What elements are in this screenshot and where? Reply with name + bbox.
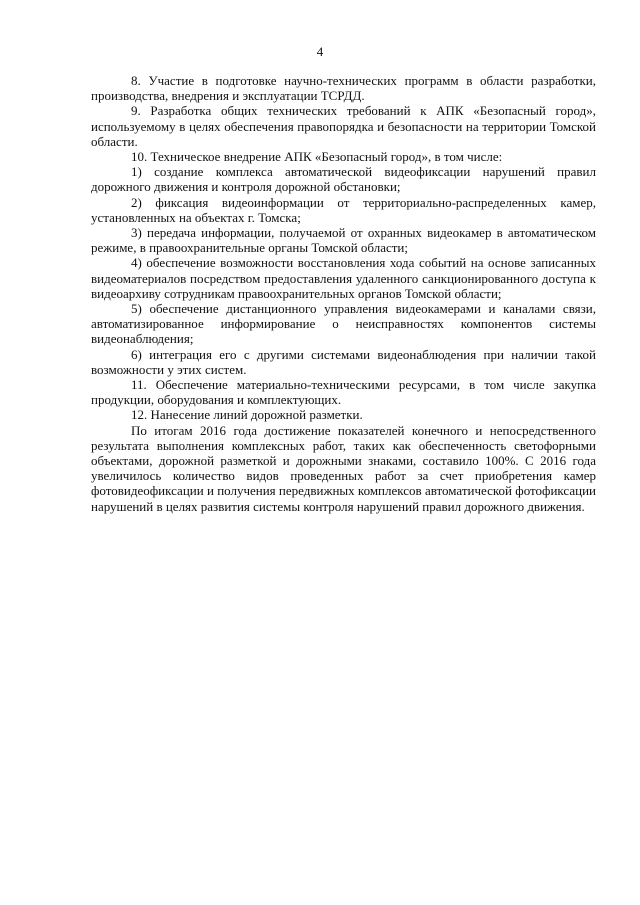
subitem-10-3: 3) передача информации, получаемой от охранных видеокамер в автоматическом режиме, в правоохранительные органы Томской области; — [91, 225, 596, 256]
paragraph-item-9: 9. Разработка общих технических требований к АПК «Безопасный город», используемому в целях обеспечения правопорядка и безопасности на территории Томской области. — [91, 103, 596, 149]
subitem-10-2: 2) фиксация видеоинформации от территориально-распределенных камер, установленных на объектах г. Томска; — [91, 194, 596, 225]
subitem-10-1: 1) создание комплекса автоматической видеофиксации нарушений правил дорожного движения и контроля дорожной обстановки; — [91, 164, 596, 195]
paragraph-item-12: 12. Нанесение линий дорожной разметки. — [131, 407, 363, 423]
paragraph-item-11: 11. Обеспечение материально-техническими ресурсами, в том числе закупка продукции, оборудования и комплектующих. — [91, 377, 596, 408]
paragraph-item-8: 8. Участие в подготовке научно-технических программ в области разработки, производства, внедрения и эксплуатации ТСРДД. — [91, 73, 596, 104]
paragraph-item-10: 10. Техническое внедрение АПК «Безопасный город», в том числе: — [131, 149, 503, 165]
document-body — [91, 73, 596, 514]
subitem-10-6: 6) интеграция его с другими системами видеонаблюдения при наличии такой возможности у этих систем. — [91, 346, 596, 377]
subitem-10-5: 5) обеспечение дистанционного управления видеокамерами и каналами связи, автоматизированное информирование о неисправностях компонентов системы видеонаблюдения; — [91, 301, 596, 347]
subitem-10-4: 4) обеспечение возможности восстановления хода событий на основе записанных видеоматериалов посредством предоставления удаленного санкционированного доступа к видеоархиву сотрудникам правоохранительных органов Томской области; — [91, 255, 596, 301]
results-summary-paragraph: По итогам 2016 года достижение показателей конечного и непосредственного результата выполнения комплексных работ, таких как обеспеченность светофорными объектами, дорожной разметкой и дорожными знаками, составило 100%. С 2016 года увеличилось количество видов проведенных работ за счет приобретения камер фотовидеофиксации и получения передвижных комплексов автоматической фотофиксации нарушений в целях развития системы контроля нарушений правил дорожного движения. — [91, 422, 596, 514]
page-number: 4 — [316, 44, 324, 59]
